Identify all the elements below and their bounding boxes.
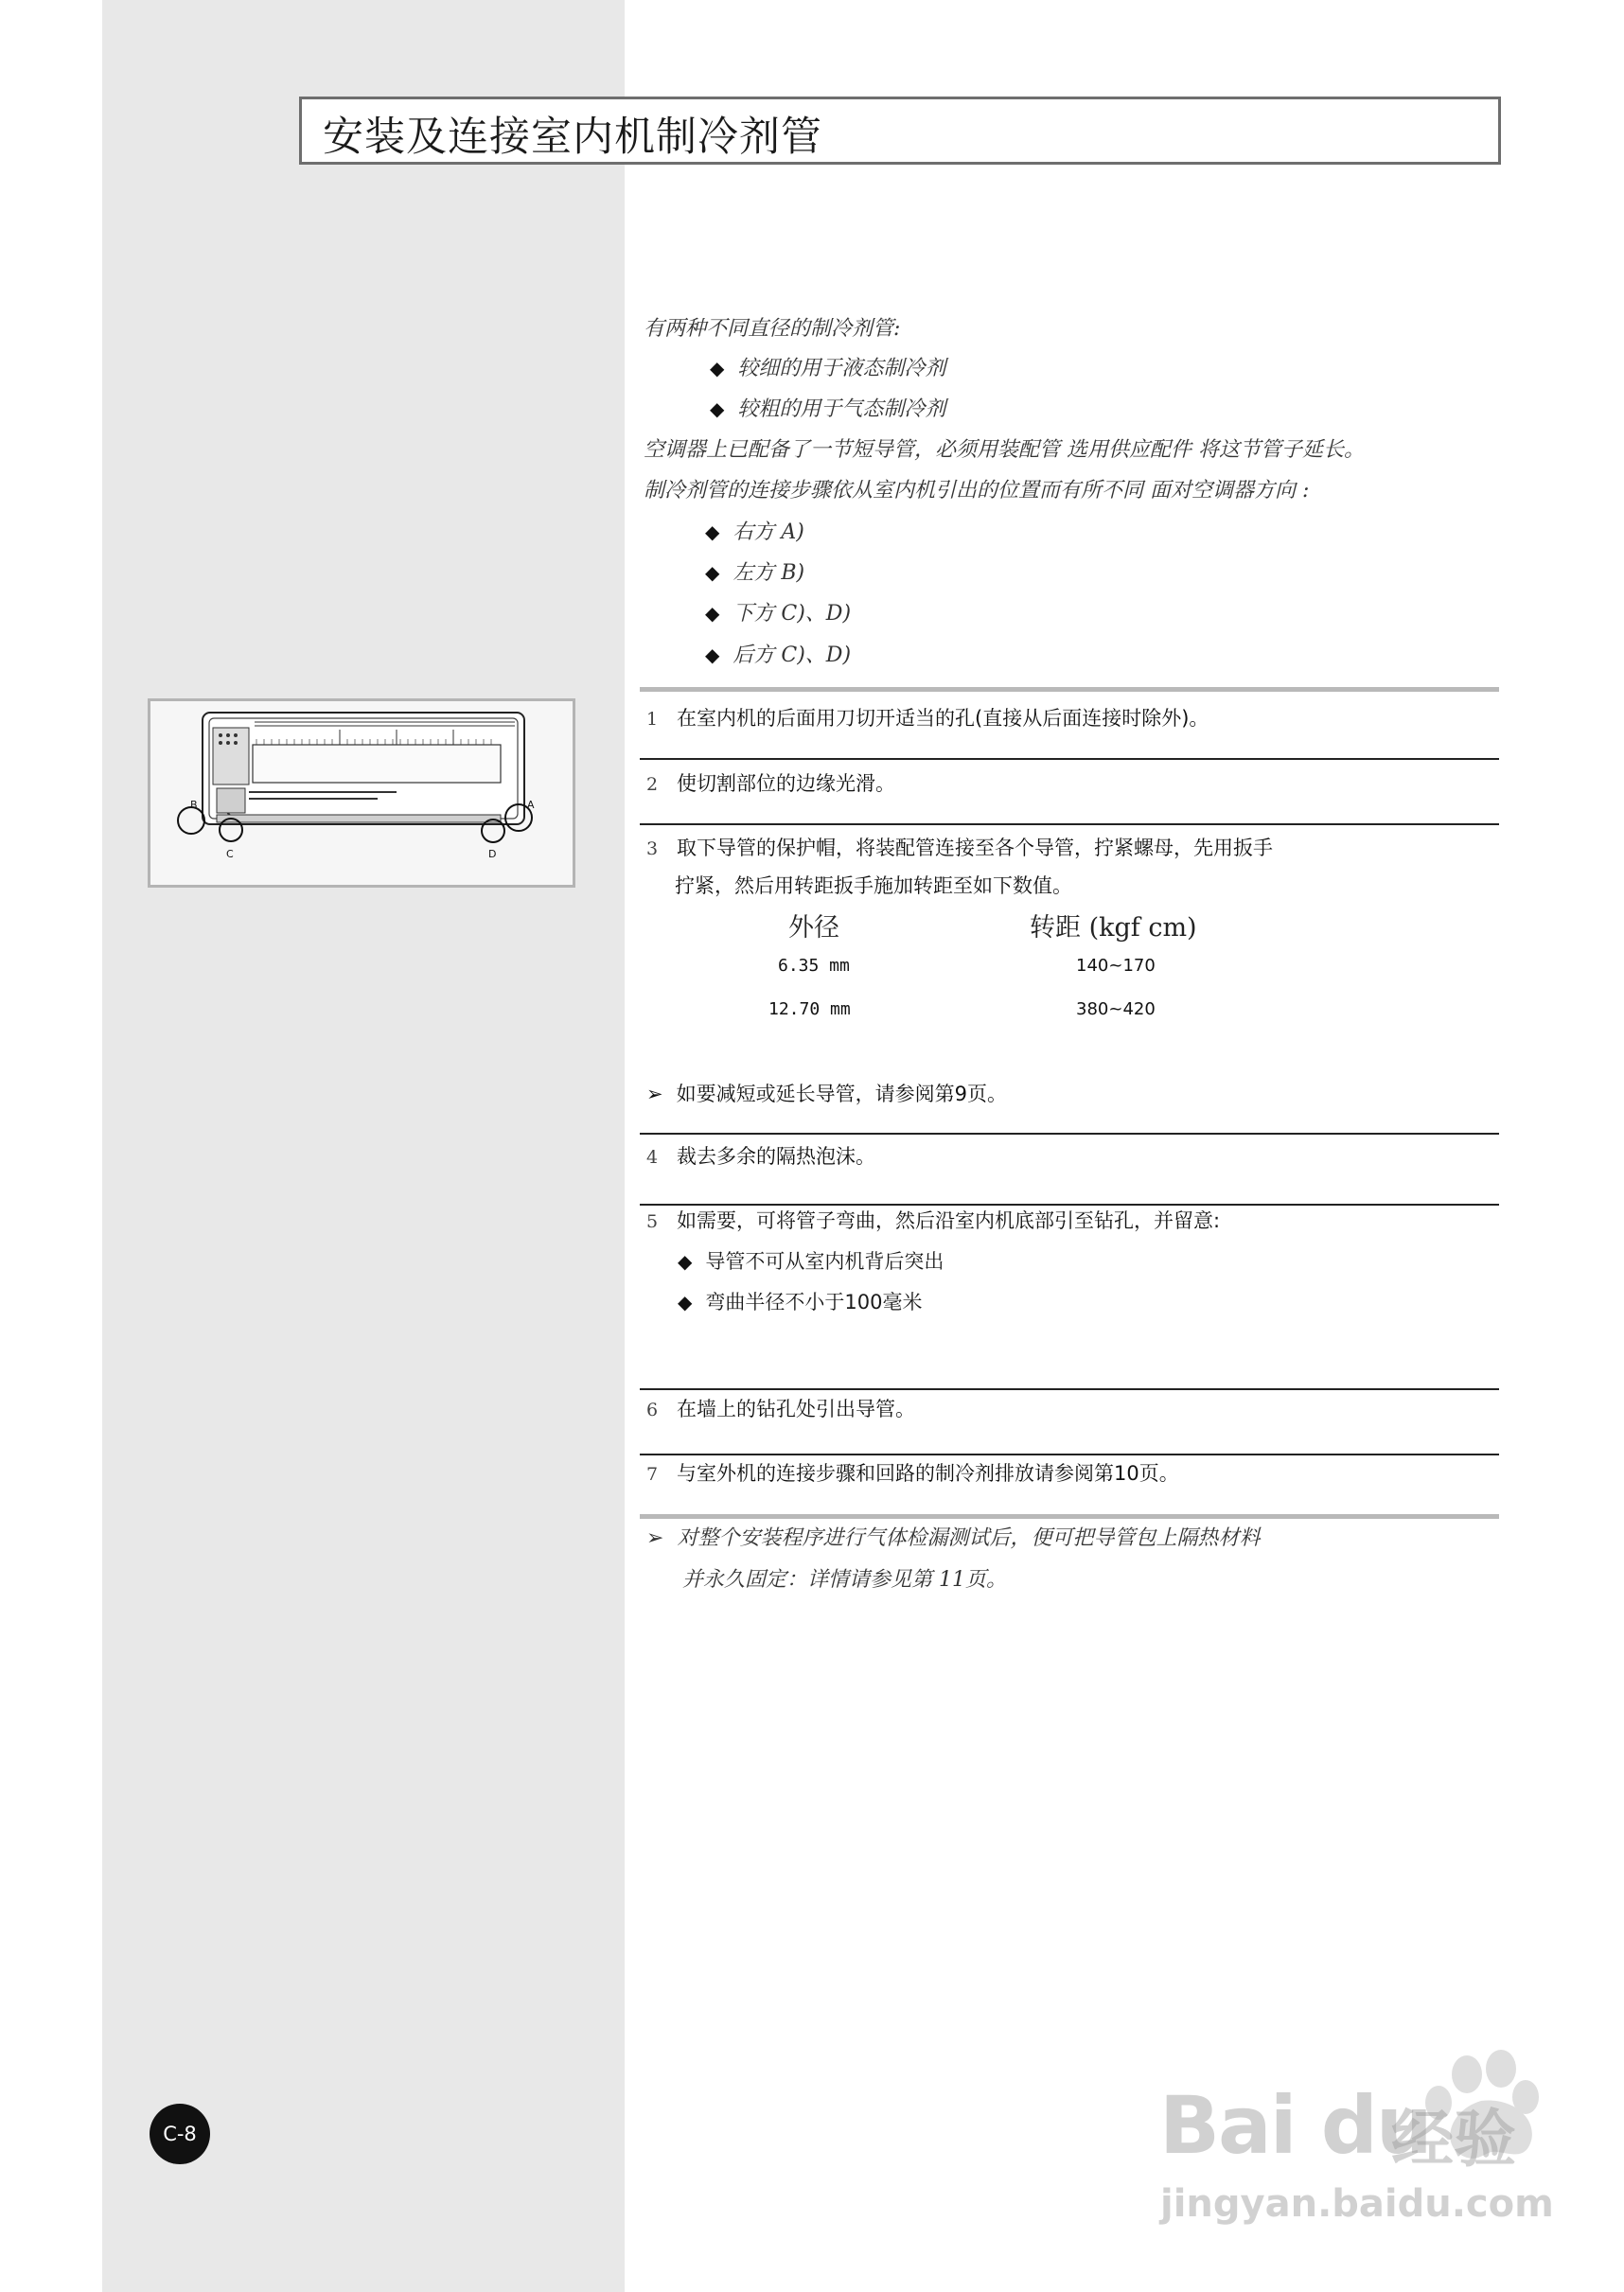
direction-item: ◆ 左方 B) (705, 561, 805, 585)
diamond-bullet-icon: ◆ (705, 602, 720, 625)
final-note-line-1: ➢ 对整个安装程序进行气体检漏测试后，便可把导管包上隔热材料 (646, 1526, 1261, 1550)
torque-value-cell: 380~420 (1076, 999, 1156, 1019)
diamond-bullet-icon: ◆ (705, 644, 720, 666)
divider (640, 1454, 1499, 1455)
torque-header-diameter: 外径 (788, 913, 839, 943)
arrow-icon: ➢ (646, 1083, 663, 1105)
diamond-bullet-icon: ◆ (710, 357, 725, 379)
label-b: B (190, 799, 198, 811)
divider (640, 1133, 1499, 1135)
intro-line-1: 有两种不同直径的制冷剂管: (644, 317, 901, 341)
watermark-cn: 经验 (1391, 2103, 1516, 2176)
arrow-icon: ➢ (646, 1526, 664, 1550)
watermark-url: jingyan.baidu.com (1160, 2182, 1554, 2226)
divider (640, 823, 1499, 825)
pipe-type-item: ◆ 较粗的用于气态制冷剂 (710, 397, 946, 421)
label-d: D (488, 848, 497, 860)
final-note-line-2: 并永久固定：详情请参见第 11页。 (682, 1568, 1007, 1592)
direction-item: ◆ 下方 C)、D) (705, 602, 852, 626)
torque-header-torque: 转距 (kgf cm) (1030, 913, 1197, 943)
divider (640, 1514, 1499, 1519)
note-shorten-extend: ➢ 如要减短或延长导管，请参阅第9页。 (646, 1083, 1007, 1105)
diamond-bullet-icon: ◆ (705, 520, 720, 543)
step-2: 2 使切割部位的边缘光滑。 (646, 772, 895, 795)
torque-diameter-cell: 6.35 mm (778, 956, 850, 976)
label-a: A (527, 799, 535, 811)
page-number-badge: C-8 (150, 2104, 210, 2164)
step-5-bullet: ◆ 弯曲半径不小于100毫米 (678, 1291, 923, 1313)
indoor-unit-diagram (148, 698, 575, 888)
step-3-line-2: 拧紧，然后用转距扳手施加转距至如下数值。 (675, 874, 1072, 897)
divider (640, 687, 1499, 692)
step-3: 3 取下导管的保护帽，将装配管连接至各个导管，拧紧螺母，先用扳手 (646, 837, 1273, 859)
step-4: 4 裁去多余的隔热泡沫。 (646, 1145, 875, 1168)
diamond-bullet-icon: ◆ (710, 397, 725, 420)
intro-line-3: 制冷剂管的连接步骤依从室内机引出的位置而有所不同 面对空调器方向 : (644, 479, 1310, 502)
step-5: 5 如需要，可将管子弯曲，然后沿室内机底部引至钻孔，并留意: (646, 1209, 1221, 1232)
step-5-bullet: ◆ 导管不可从室内机背后突出 (678, 1250, 944, 1273)
diamond-bullet-icon: ◆ (678, 1250, 693, 1273)
direction-item: ◆ 右方 A) (705, 520, 804, 544)
page-title: 安装及连接室内机制冷剂管 (323, 114, 822, 161)
label-c: C (226, 848, 234, 860)
left-gray-band (102, 0, 625, 2292)
intro-line-2: 空调器上已配备了一节短导管，必须用装配管 选用供应配件 将这节管子延长。 (644, 438, 1365, 462)
indoor-unit-illustration (150, 701, 573, 885)
page-title-box (299, 97, 1501, 165)
pipe-type-item: ◆ 较细的用于液态制冷剂 (710, 357, 946, 380)
watermark-brand: Bai du (1159, 2079, 1431, 2172)
step-7: 7 与室外机的连接步骤和回路的制冷剂排放请参阅第10页。 (646, 1462, 1179, 1485)
torque-value-cell: 140~170 (1076, 956, 1156, 976)
direction-item: ◆ 后方 C)、D) (705, 644, 852, 667)
step-6: 6 在墙上的钻孔处引出导管。 (646, 1398, 915, 1420)
diamond-bullet-icon: ◆ (705, 561, 720, 584)
diamond-bullet-icon: ◆ (678, 1291, 693, 1313)
step-1: 1 在室内机的后面用刀切开适当的孔(直接从后面连接时除外)。 (646, 707, 1209, 730)
divider (640, 1388, 1499, 1390)
torque-diameter-cell: 12.70 mm (768, 999, 851, 1019)
divider (640, 758, 1499, 760)
